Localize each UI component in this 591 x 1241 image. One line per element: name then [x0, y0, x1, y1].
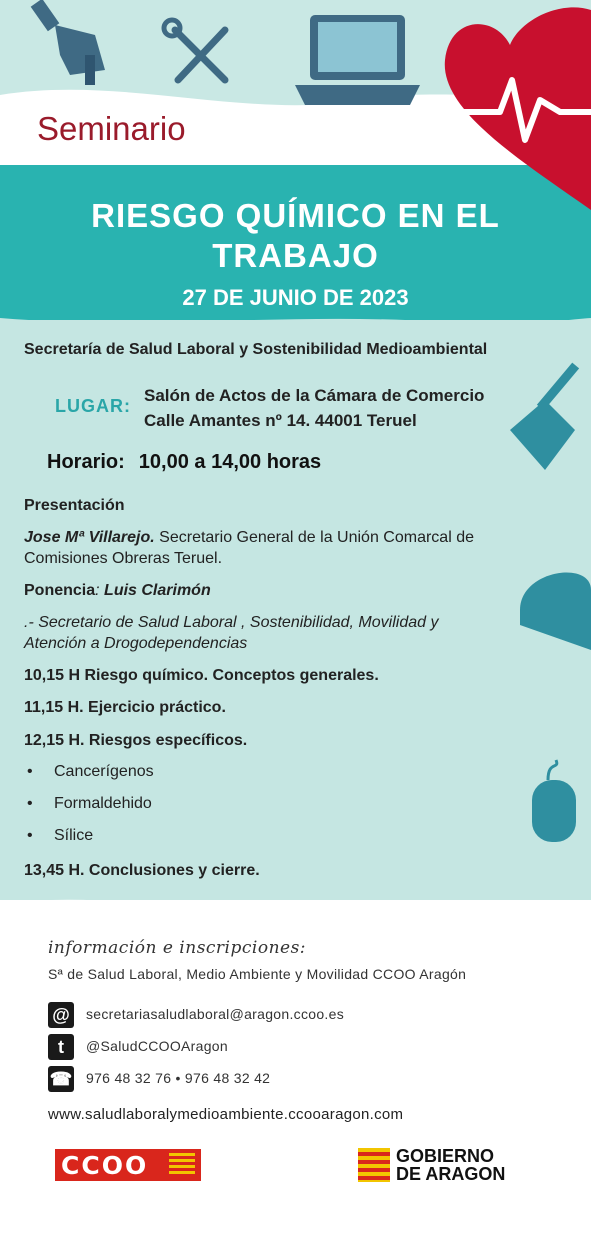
laptop-icon [295, 15, 420, 105]
schedule-label: Horario: [47, 451, 125, 473]
agenda-item-1: 10,15 H Riesgo químico. Conceptos generales. [24, 667, 379, 684]
list-item: • Formaldehido [27, 795, 152, 812]
location-line-2: Calle Amantes nº 14. 44001 Teruel [144, 411, 417, 430]
schedule [47, 451, 321, 474]
speaker-label: Ponencia [24, 582, 96, 599]
location-label: LUGAR: [55, 396, 131, 416]
list-item: • Cancerígenos [27, 763, 154, 780]
agenda-item-3: 12,15 H. Riesgos específicos. [24, 732, 248, 749]
website-link[interactable]: www.saludlaboralymedioambiente.ccooaragon.com [48, 1106, 404, 1123]
heart-icon [445, 7, 591, 210]
speaker-colon: : [95, 582, 100, 599]
list-item: • Sílice [27, 827, 94, 844]
hammer-icon [31, 0, 105, 85]
contact-email[interactable] [48, 1002, 498, 1028]
info-subheading: Sª de Salud Laboral, Medio Ambiente y Movilidad CCOO Aragón [48, 966, 467, 982]
speaker-role-2: Atención a Drogodependencias [24, 635, 248, 652]
speaker-line [24, 580, 211, 601]
at-icon: @ [48, 1002, 74, 1028]
gobierno-logo-text: GOBIERNO DE ARAGON [396, 1146, 506, 1184]
wrench-screwdriver-icon [164, 20, 225, 80]
seminar-label: Seminario [37, 110, 186, 147]
speaker-name: Luis Clarimón [99, 582, 211, 599]
presenter-role-1: Secretario General de la Unión Comarcal de [154, 529, 474, 546]
speaker-role-1: .- Secretario de Salud Laboral , Sostenibilidad, Movilidad y [24, 614, 439, 631]
contact-twitter[interactable] [48, 1034, 498, 1060]
ccoo-logo-text: CCOO [61, 1151, 149, 1180]
event-title [0, 196, 591, 276]
gobierno-flag-icon [358, 1148, 390, 1182]
agenda-item-4: 13,45 H. Conclusiones y cierre. [24, 862, 260, 879]
presentation-heading: Presentación [24, 497, 125, 514]
bottom-wave [0, 900, 591, 940]
organizer: Secretaría de Salud Laboral y Sostenibilidad Medioambiental [24, 341, 488, 358]
shovel-icon [510, 363, 579, 470]
contact-phone[interactable] [48, 1066, 498, 1092]
title-line-1: RIESGO QUÍMICO EN EL [91, 197, 500, 234]
schedule-value: 10,00 a 14,00 horas [138, 451, 322, 473]
aragon-flag-icon [169, 1153, 195, 1177]
ccoo-logo [55, 1149, 201, 1181]
info-heading: información e inscripciones: [48, 938, 307, 958]
email-text[interactable]: secretariasaludlaboral@aragon.ccoo.es [86, 1006, 345, 1022]
title-line-2: TRABAJO [212, 237, 379, 274]
agenda-item-2: 11,15 H. Ejercicio práctico. [24, 699, 226, 716]
twitter-icon: t [48, 1034, 74, 1060]
mouse-icon [532, 760, 576, 842]
location-line-1: Salón de Actos de la Cámara de Comercio [144, 386, 485, 405]
phone-text[interactable]: 976 48 32 76 • 976 48 32 42 [86, 1070, 271, 1086]
event-date: 27 DE JUNIO DE 2023 [182, 285, 409, 310]
phone-icon: ☎ [48, 1066, 74, 1092]
presenter-line-1 [24, 527, 474, 548]
helmet-icon [520, 573, 591, 650]
presenter-line-2: Comisiones Obreras Teruel. [24, 550, 223, 567]
presenter-name: Jose Mª Villarejo. [24, 529, 155, 546]
twitter-text[interactable]: @SaludCCOOAragon [86, 1038, 228, 1054]
